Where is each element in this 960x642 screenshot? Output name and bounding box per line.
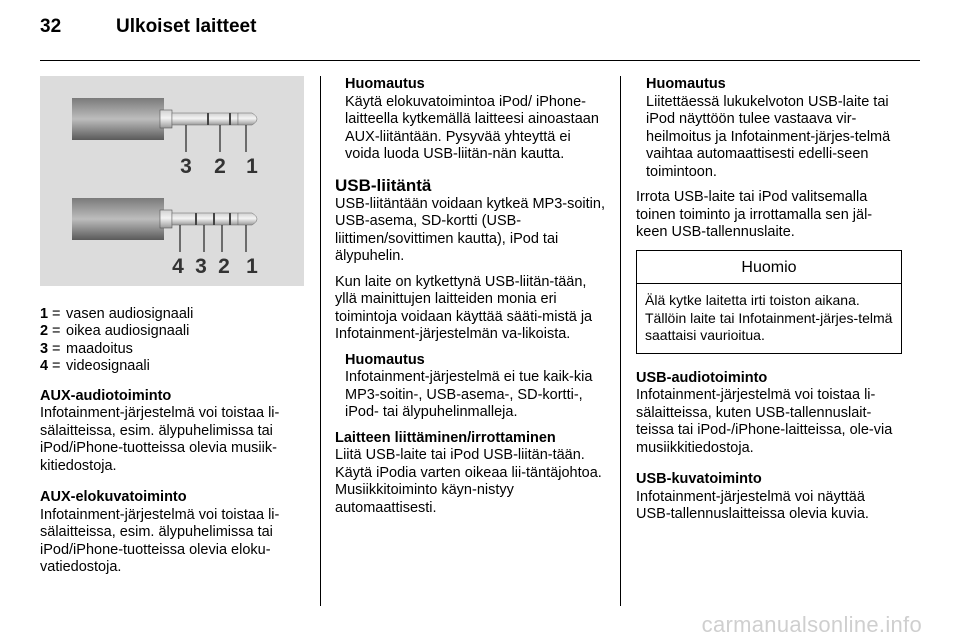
aux-audio-text: Infotainment-järjestelmä voi toistaa li-sälaitteissa, esim. älypuhelimissa tai iPod/iPhone-tuotteissa olevia musiik-kitiedostoja.	[40, 405, 280, 474]
note-title: Huomautus	[345, 351, 425, 368]
connect-heading: Laitteen liittäminen/irrottaminen	[335, 429, 556, 446]
note-text: Käytä elokuvatoimintoa iPod/ iPhone-laitteella kytkemällä laitteesi ainoastaan AUX-liitäntään. Pysyvää yhteyttä ei voida luoda USB-liitän-nän kautta.	[345, 93, 599, 162]
plug2-label: 4	[172, 255, 184, 278]
legend-item: 3 = maadoitus	[40, 340, 133, 357]
plug1-label: 1	[246, 155, 258, 178]
aux-audio-heading: AUX-audiotoiminto	[40, 387, 172, 404]
usb-video-heading: USB-kuvatoiminto	[636, 471, 762, 487]
plug1-label: 2	[214, 155, 226, 178]
disconnect-text: Irrota USB-laite tai iPod valitsemalla toinen toiminto ja irrottamalla sen jäl-keen USB-tallennuslaite.	[636, 189, 873, 240]
note-box	[636, 76, 902, 181]
column-divider-2	[620, 76, 621, 606]
watermark: carmanualsonline.info	[701, 612, 922, 637]
legend-item: 4 = videosignaali	[40, 358, 150, 374]
note-title: Huomautus	[646, 76, 726, 92]
legend-item: 1 = vasen audiosignaali	[40, 305, 194, 322]
legend-item: 2 = oikea audiosignaali	[40, 323, 190, 339]
note-text: Liitettäessä lukukelvoton USB-laite tai iPod näyttöön tulee vastaava vir-heilmoitus ja Infotainment-järjes-telmä vaihtaa automaattisesti edelli-seen toimintoon.	[646, 93, 891, 180]
column-3	[636, 76, 902, 532]
usb-paragraph: USB-liitäntään voidaan kytkeä MP3-soitin, USB-asema, SD-kortti (USB-liittimen/sovittimen kautta), iPod tai älypuhelin.	[335, 195, 605, 264]
warning-text: Älä kytke laitetta irti toiston aikana. Tällöin laite tai Infotainment-järjes-telmä saattaisi vaurioitua.	[645, 292, 893, 343]
plug2-label: 1	[246, 255, 258, 278]
plug1-label: 3	[180, 155, 192, 178]
connect-text: Liitä USB-laite tai iPod USB-liitän-tään. Käytä iPodia varten oikeaa lii-täntäjohtoa. Musiikkitoiminto käyn-nistyy automaattisesti.	[335, 447, 602, 516]
usb-audio-text: Infotainment-järjestelmä voi toistaa li-sälaitteissa, kuten USB-tallennuslait-teissa tai iPod-/iPhone-laitteissa, ole-via musiikkitiedostoja.	[636, 387, 893, 456]
usb-audio-heading: USB-audiotoiminto	[636, 369, 768, 386]
plug2-label: 3	[195, 255, 207, 278]
page-title: Ulkoiset laitteet	[116, 16, 257, 37]
warning-box	[636, 250, 902, 354]
plug2-label: 2	[218, 255, 230, 278]
audio-plug-figure	[40, 76, 304, 286]
pin-legend	[40, 306, 304, 376]
header-rule	[40, 60, 920, 61]
note-title: Huomautus	[345, 76, 425, 92]
page-header	[40, 16, 256, 38]
usb-heading: USB-liitäntä	[335, 175, 432, 195]
page-number: 32	[40, 16, 62, 37]
note-box	[335, 76, 605, 164]
aux-video-text: Infotainment-järjestelmä voi toistaa li-sälaitteissa, esim. älypuhelimissa tai iPod/iPhone-tuotteissa olevia eloku-vatiedostoja.	[40, 506, 280, 575]
note-box	[335, 352, 605, 422]
warning-title: Huomio	[637, 251, 901, 285]
column-1	[40, 76, 304, 585]
note-text: Infotainment-järjestelmä ei tue kaik-kia MP3-soitin-, USB-asema-, SD-kortti-, iPod- tai älypuhelinmalleja.	[345, 369, 593, 420]
usb-paragraph: Kun laite on kytkettynä USB-liitän-tään, yllä mainittujen laitteiden monia eri toimintoja voidaan käyttää sääti-mistä ja Infotainment-järjestelmän va-likoista.	[335, 273, 593, 342]
column-divider-1	[320, 76, 321, 606]
aux-video-heading: AUX-elokuvatoiminto	[40, 489, 187, 505]
column-2	[335, 76, 605, 525]
usb-video-text: Infotainment-järjestelmä voi näyttää USB-tallennuslaitteissa olevia kuvia.	[636, 488, 869, 522]
